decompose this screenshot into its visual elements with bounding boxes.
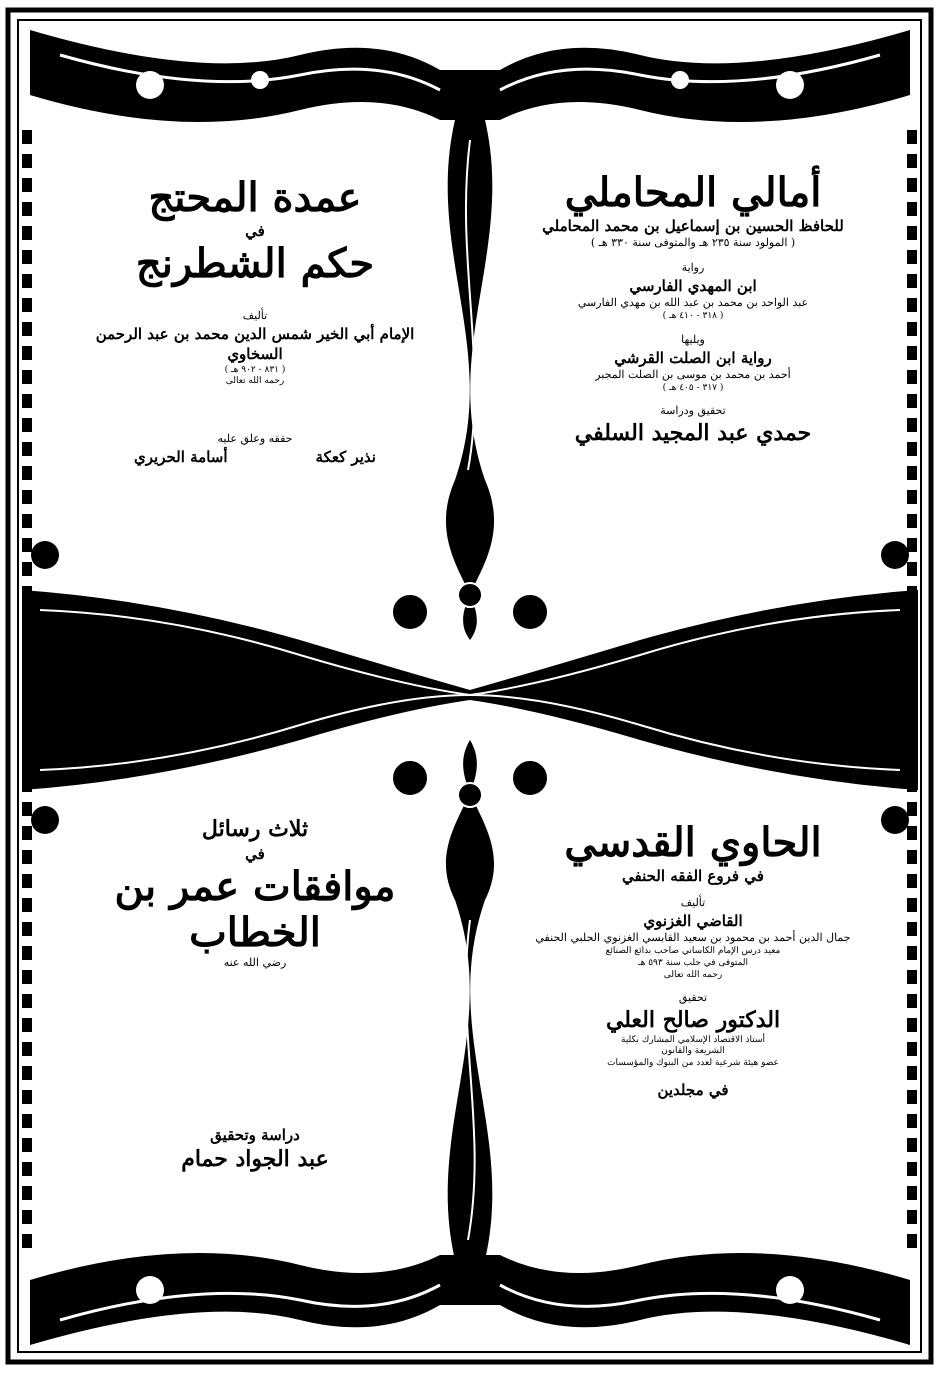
author-dates: ( ٨٣١ - ٩٠٢ هـ ) <box>224 364 286 375</box>
riwaya-2: رواية ابن الصلت القرشي <box>614 348 772 367</box>
book-muwafaqat-umar <box>90 815 420 1174</box>
talif-label: تأليف <box>242 309 268 323</box>
book-amali-al-mahamili <box>528 170 858 448</box>
author-note: معيد درس الإمام الكاساني صاحب بدائع الصنائع <box>605 946 781 957</box>
dirasa-label: دراسة وتحقيق <box>210 1125 300 1144</box>
editor: الدكتور صالح العلي <box>605 1007 781 1034</box>
book-al-hawi-al-qudsi <box>528 820 858 1100</box>
top-scroll-ornament <box>30 30 910 122</box>
book-title-line-1: عمدة المحتج <box>148 174 362 221</box>
editor-2: أسامة الحريري <box>134 447 228 466</box>
book-umdat-al-muhtaj <box>90 175 420 467</box>
haqqaqahu-label: حققه وعلق عليه <box>217 431 293 445</box>
radiya: رضي الله عنه <box>223 955 287 969</box>
author-short: القاضي الغزنوي <box>643 912 743 931</box>
fi-word: في <box>245 844 265 863</box>
bottom-scroll-ornament <box>30 1253 910 1345</box>
editor: عبد الجواد حمام <box>181 1145 329 1172</box>
book-title: الحاوي القدسي <box>564 819 822 866</box>
tahqiq-label: تحقيق ودراسة <box>660 404 726 418</box>
editor-note-2: الشريعة والقانون <box>661 1046 725 1057</box>
editor-note-1: أستاذ الاقتصاد الإسلامي المشارك بكلية <box>621 1034 765 1045</box>
rahimahu: رحمه الله تعالى <box>225 376 285 387</box>
editors-row <box>90 447 420 467</box>
author-line: للحافظ الحسين بن إسماعيل بن محمد المحاملي <box>542 217 844 235</box>
riwaya-label: رواية <box>681 261 705 275</box>
narrator-1: ابن المهدي الفارسي <box>629 276 757 295</box>
talif-label: تأليف <box>680 896 706 910</box>
author-dates: ( المولود سنة ٢٣٥ هـ والمتوفى سنة ٣٣٠ هـ ) <box>590 236 796 250</box>
book-subtitle: في فروع الفقه الحنفي <box>622 867 764 885</box>
editor-note-3: عضو هيئة شرعية لعدد من البنوك والمؤسسات <box>607 1058 779 1069</box>
book-title-line-2: حكم الشطرنج <box>135 240 375 288</box>
tahqiq-label: تحقيق <box>678 991 708 1005</box>
editor: حمدي عبد المجيد السلفي <box>574 420 812 447</box>
editor-1: نذير كعكة <box>315 447 376 466</box>
narrator-2-full: أحمد بن محمد بن موسى بن الصلت المجبر <box>595 367 791 381</box>
yaliha-label: ويليها <box>681 332 705 346</box>
narrator-1-full: عبد الواحد بن محمد بن عبد الله بن مهدي الفارسي <box>577 296 809 310</box>
narrator-1-dates: ( ٣١٨ - ٤١٠ هـ ) <box>662 311 724 322</box>
author: الإمام أبي الخير شمس الدين محمد بن عبد الرحمن السخاوي <box>95 325 415 364</box>
heading: ثلاث رسائل <box>201 816 309 842</box>
fi-word: في <box>245 222 265 240</box>
rahimahu: رحمه الله تعالى <box>663 969 723 980</box>
volumes: في مجلدين <box>657 1080 729 1099</box>
book-title: أمالي المحاملي <box>564 169 822 216</box>
narrator-2-dates: ( ٣١٧ - ٤٠٥ هـ ) <box>662 382 724 393</box>
author-note-2: المتوفى في حلب سنة ٥٩٣ هـ <box>637 957 749 968</box>
book-title: موافقات عمر بن الخطاب <box>114 862 396 956</box>
author-full: جمال الدين أحمد بن محمود بن سعيد القابسي الغزنوي الحلبي الحنفي <box>535 931 851 945</box>
